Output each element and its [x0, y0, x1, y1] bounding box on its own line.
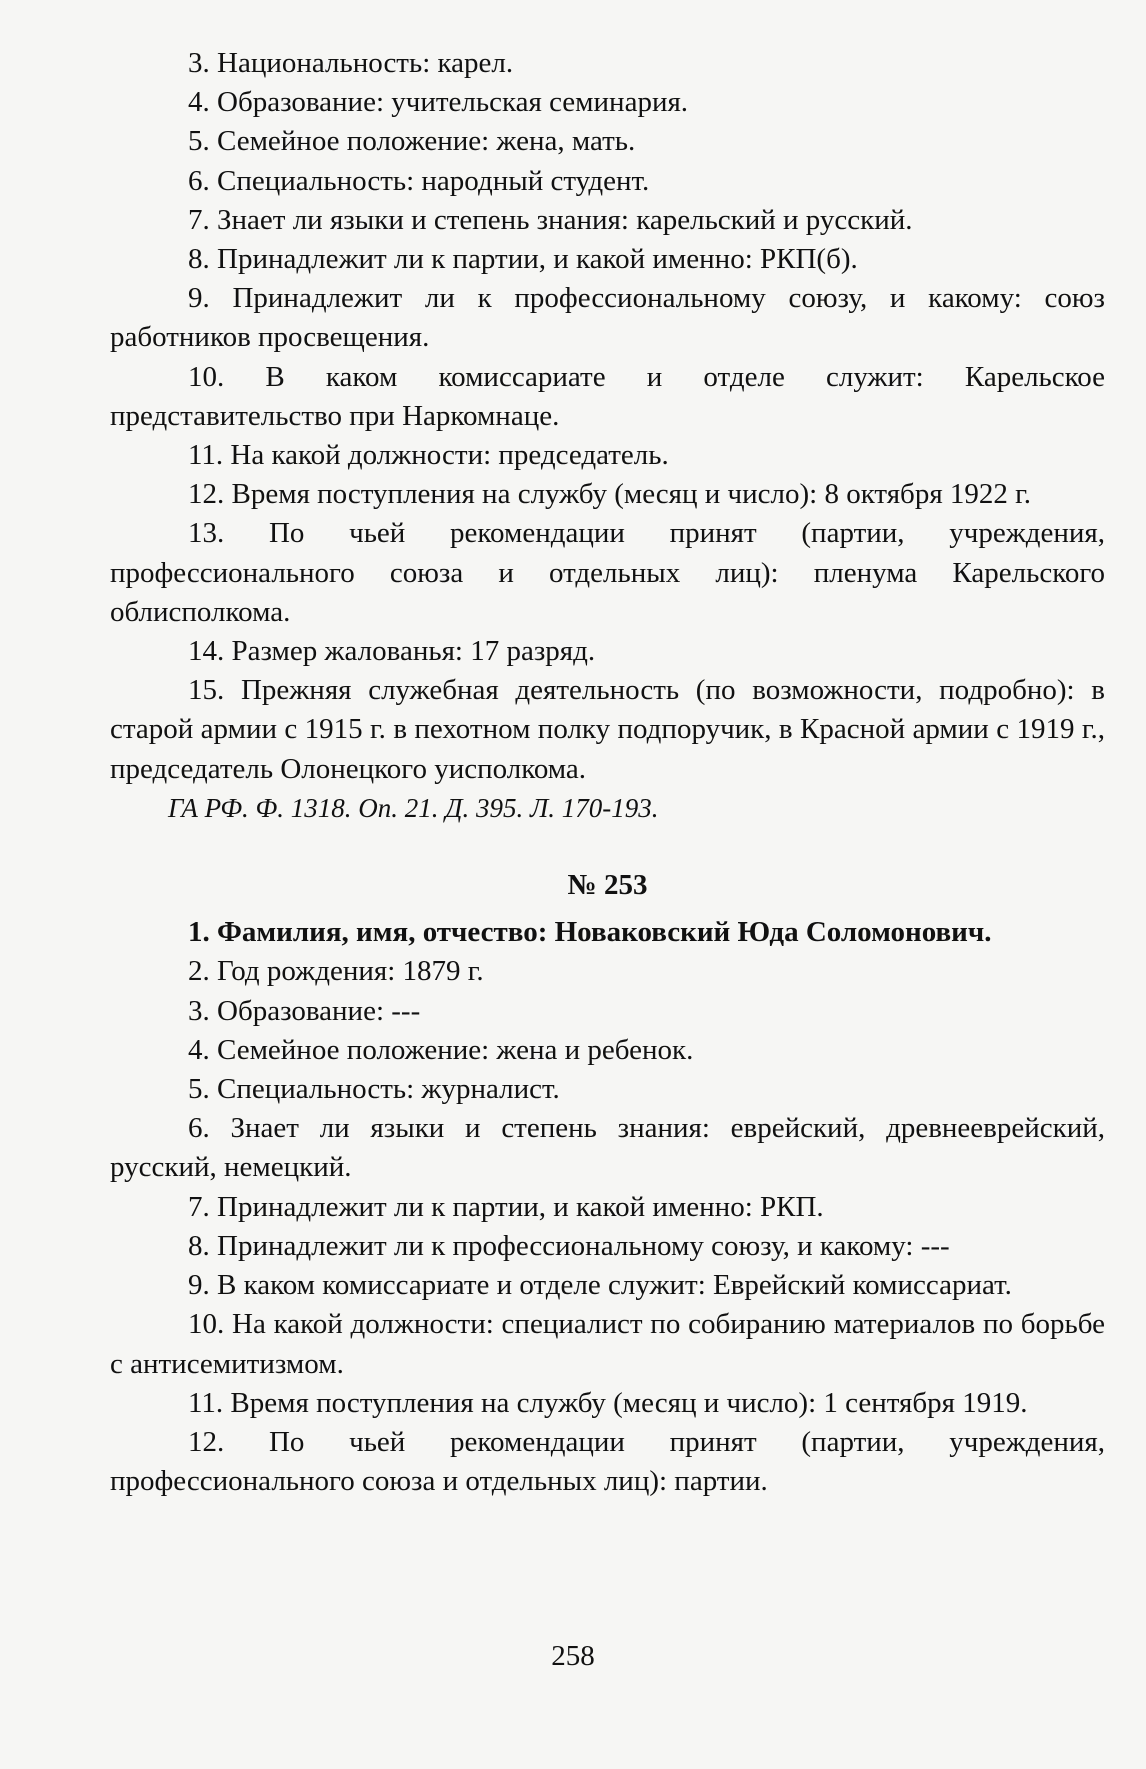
- list-item: 14. Размер жалованья: 17 разряд.: [188, 635, 596, 668]
- list-item: 3. Национальность: карел.: [188, 47, 514, 79]
- list-item: 5. Семейное положение: жена, мать.: [188, 125, 636, 158]
- list-item: 7. Принадлежит ли к партии, и какой именно: РКП.: [188, 1190, 824, 1223]
- document-number-heading: № 253: [567, 869, 648, 902]
- list-item: 15. Прежняя служебная деятельность (по возможности, подробно): в старой армии с 1915 г. в пехотном полку подпоручик, в Красной армии с 1919 г., председатель Олонецкого уисполкома.: [110, 674, 1105, 785]
- list-item: 11. На какой должности: председатель.: [188, 439, 669, 472]
- list-item: 4. Семейное положение: жена и ребенок.: [188, 1033, 694, 1066]
- list-item: 6. Специальность: народный студент.: [188, 164, 650, 197]
- list-item-name: 1. Фамилия, имя, отчество: Новаковский Юда Соломонович.: [188, 916, 992, 949]
- list-item: 12. По чьей рекомендации принят (партии, учреждения, профессионального союза и отдельных лиц): партии.: [110, 1425, 1105, 1498]
- list-item: 4. Образование: учительская семинария.: [188, 86, 689, 119]
- list-item: 13. По чьей рекомендации принят (партии, учреждения, профессионального союза и отдельных лиц): пленума Карельского облисполкома.: [110, 517, 1105, 628]
- list-item: 10. На какой должности: специалист по собиранию материалов по борьбе с антисемитизмом.: [110, 1308, 1105, 1380]
- list-item: 8. Принадлежит ли к партии, и какой именно: РКП(б).: [188, 243, 858, 276]
- list-item: 9. В каком комиссариате и отделе служит: Еврейский комиссариат.: [188, 1269, 1012, 1302]
- document-body: [110, 44, 1105, 1501]
- list-item: 5. Специальность: журналист.: [188, 1073, 560, 1106]
- list-item: 6. Знает ли языки и степень знания: еврейский, древнееврейский, русский, немецкий.: [110, 1112, 1105, 1184]
- list-item: 3. Образование: ---: [188, 994, 421, 1027]
- list-item: 2. Год рождения: 1879 г.: [188, 955, 484, 988]
- list-item: 7. Знает ли языки и степень знания: карельский и русский.: [188, 203, 913, 236]
- list-item: 10. В каком комиссариате и отделе служит: Карельское представительство при Наркомнаце.: [110, 360, 1105, 432]
- archive-source-reference: ГА РФ. Ф. 1318. Оп. 21. Д. 395. Л. 170-193.: [168, 792, 659, 823]
- page-number: 258: [551, 1640, 595, 1672]
- list-item: 8. Принадлежит ли к профессиональному союзу, и какому: ---: [188, 1229, 950, 1262]
- list-item: 12. Время поступления на службу (месяц и число): 8 октября 1922 г.: [188, 478, 1032, 511]
- list-item: 9. Принадлежит ли к профессиональному союзу, и какому: союз работников просвещения.: [110, 282, 1105, 354]
- list-item: 11. Время поступления на службу (месяц и число): 1 сентября 1919.: [188, 1386, 1028, 1419]
